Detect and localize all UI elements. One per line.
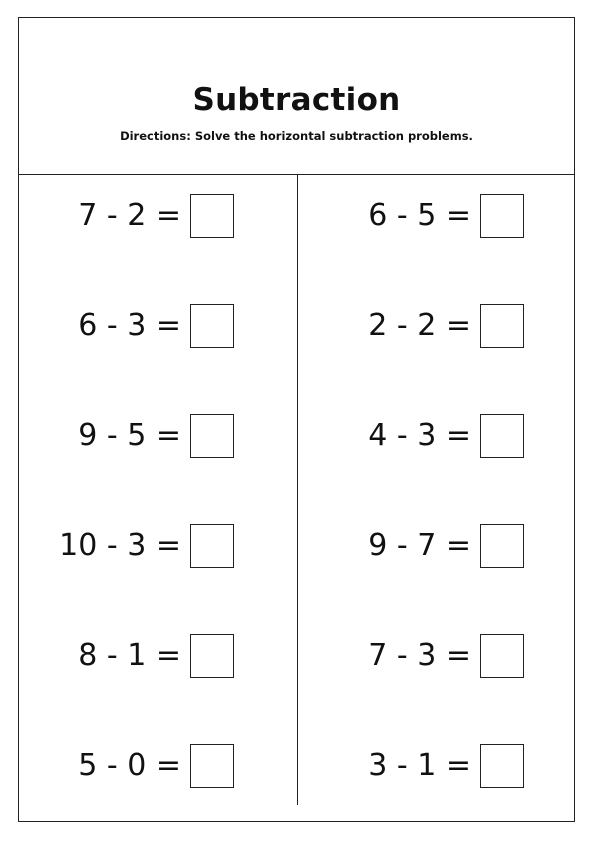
- problem-row: [59, 742, 234, 790]
- answer-box[interactable]: [480, 304, 524, 348]
- answer-box[interactable]: [190, 634, 234, 678]
- answer-box[interactable]: [480, 414, 524, 458]
- directions-text: Directions: Solve the horizontal subtraction problems.: [120, 129, 473, 143]
- problem-row: [349, 302, 524, 350]
- problem-row: [349, 632, 524, 680]
- answer-box[interactable]: [190, 524, 234, 568]
- problem-expression: 6 - 5 =: [368, 198, 471, 233]
- answer-box[interactable]: [190, 414, 234, 458]
- problem-expression: 3 - 1 =: [368, 748, 471, 783]
- page-title: Subtraction: [192, 82, 401, 118]
- problem-row: [59, 412, 234, 460]
- problem-row: [59, 522, 234, 570]
- answer-box[interactable]: [480, 744, 524, 788]
- problem-expression: 7 - 3 =: [368, 638, 471, 673]
- problem-expression: 10 - 3 =: [59, 528, 181, 563]
- answer-box[interactable]: [190, 744, 234, 788]
- problem-expression: 8 - 1 =: [78, 638, 181, 673]
- problem-row: [349, 522, 524, 570]
- column-divider: [297, 175, 298, 805]
- problem-expression: 6 - 3 =: [78, 308, 181, 343]
- problem-row: [59, 192, 234, 240]
- problem-expression: 4 - 3 =: [368, 418, 471, 453]
- problem-row: [349, 192, 524, 240]
- problem-expression: 5 - 0 =: [78, 748, 181, 783]
- worksheet-header: [19, 18, 574, 175]
- problem-expression: 2 - 2 =: [368, 308, 471, 343]
- answer-box[interactable]: [480, 524, 524, 568]
- answer-box[interactable]: [480, 194, 524, 238]
- problem-row: [59, 302, 234, 350]
- answer-box[interactable]: [190, 194, 234, 238]
- answer-box[interactable]: [190, 304, 234, 348]
- problem-row: [349, 742, 524, 790]
- problem-row: [59, 632, 234, 680]
- worksheet: [18, 17, 575, 822]
- problem-row: [349, 412, 524, 460]
- problem-expression: 9 - 7 =: [368, 528, 471, 563]
- answer-box[interactable]: [480, 634, 524, 678]
- problem-expression: 7 - 2 =: [78, 198, 181, 233]
- problem-expression: 9 - 5 =: [78, 418, 181, 453]
